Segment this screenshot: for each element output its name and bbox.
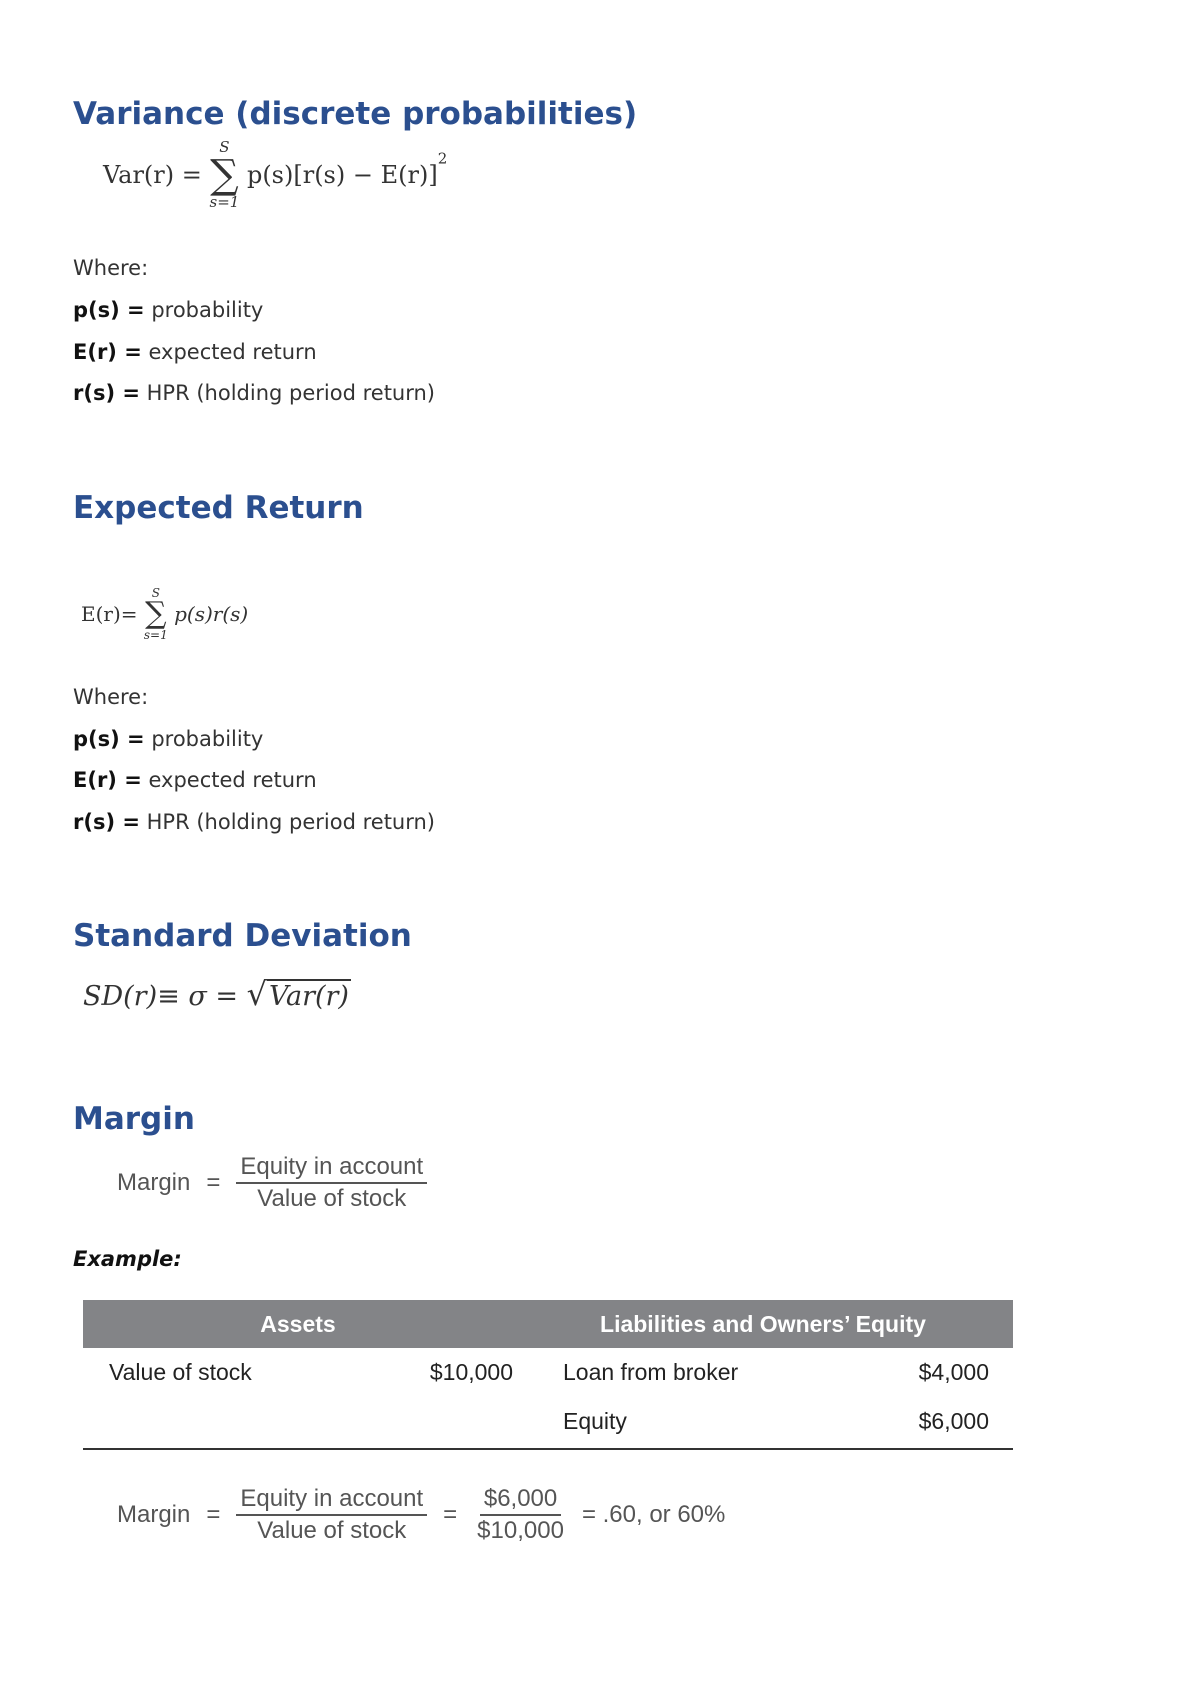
table-cell: $4,000 xyxy=(918,1359,989,1385)
standard-deviation-heading: Standard Deviation xyxy=(73,918,412,954)
variance-sum-bottom: s=1 xyxy=(209,193,240,211)
balance-sheet-table xyxy=(83,1300,1013,1450)
calc-label: Margin xyxy=(117,1501,191,1528)
variance-heading: Variance (discrete probabilities) xyxy=(73,96,638,132)
margin-label: Margin xyxy=(117,1169,191,1196)
table-cell: Loan from broker xyxy=(563,1359,739,1385)
sd-radicand: Var(r) xyxy=(268,981,349,1012)
sd-lhs: SD(r)≡ σ = xyxy=(83,981,238,1012)
sigma-symbol: ∑ xyxy=(210,152,239,198)
variance-def-ps: p(s) = probability xyxy=(73,298,264,322)
margin-denominator: Value of stock xyxy=(257,1185,407,1212)
expected-def-er: E(r) = expected return xyxy=(73,768,317,792)
table-cell: $10,000 xyxy=(429,1359,513,1385)
sigma-symbol: ∑ xyxy=(145,596,167,631)
expected-sum-top: S xyxy=(151,586,160,600)
margin-fraction xyxy=(236,1153,427,1213)
variance-formula xyxy=(103,140,447,210)
table-header xyxy=(83,1300,1013,1348)
header-liabilities: Liabilities and Owners’ Equity xyxy=(600,1310,926,1337)
variance-where: Where: xyxy=(73,256,149,280)
margin-formula xyxy=(117,1153,427,1213)
calc-equals-2: = xyxy=(443,1501,458,1528)
expected-where: Where: xyxy=(73,685,149,709)
table-bottom-rule xyxy=(83,1448,1013,1450)
variance-sigma xyxy=(210,140,240,210)
calc-equals-1: = xyxy=(206,1501,221,1528)
sd-formula xyxy=(83,975,351,1013)
variance-rhs: p(s)[r(s) − E(r)] xyxy=(246,161,438,189)
expected-sigma xyxy=(144,587,168,641)
example-label: Example: xyxy=(73,1247,182,1271)
expected-lhs: E(r)= xyxy=(81,602,138,626)
calc-denominator-2: $10,000 xyxy=(477,1517,564,1544)
variance-exponent: 2 xyxy=(437,149,448,168)
expected-return-formula xyxy=(81,587,248,641)
calc-numerator-2: $6,000 xyxy=(480,1485,561,1516)
table-row xyxy=(83,1348,1013,1397)
margin-equals: = xyxy=(206,1169,221,1196)
variance-lhs: Var(r) = xyxy=(103,161,202,189)
calc-denominator-1: Value of stock xyxy=(257,1517,407,1544)
table-cell: Equity xyxy=(563,1408,627,1434)
expected-def-ps: p(s) = probability xyxy=(73,727,264,751)
header-assets: Assets xyxy=(260,1310,336,1337)
expected-return-heading: Expected Return xyxy=(73,490,364,526)
calc-fraction-1 xyxy=(236,1485,427,1545)
expected-sum-bottom: s=1 xyxy=(143,628,168,642)
variance-def-er: E(r) = expected return xyxy=(73,340,317,364)
sqrt-symbol: √ xyxy=(246,975,267,1013)
table-row xyxy=(83,1397,1013,1446)
margin-numerator: Equity in account xyxy=(236,1153,427,1184)
variance-def-rs: r(s) = HPR (holding period return) xyxy=(73,381,436,405)
margin-calculation xyxy=(117,1485,725,1545)
calc-result: = .60, or 60% xyxy=(581,1501,726,1528)
table-cell: $6,000 xyxy=(918,1408,989,1434)
calc-numerator-1: Equity in account xyxy=(236,1485,427,1516)
table-cell: Value of stock xyxy=(109,1359,252,1385)
variance-sum-top: S xyxy=(219,138,230,156)
expected-rhs: p(s)r(s) xyxy=(174,602,249,626)
expected-def-rs: r(s) = HPR (holding period return) xyxy=(73,810,436,834)
calc-fraction-2 xyxy=(473,1485,568,1545)
margin-heading: Margin xyxy=(73,1101,195,1137)
